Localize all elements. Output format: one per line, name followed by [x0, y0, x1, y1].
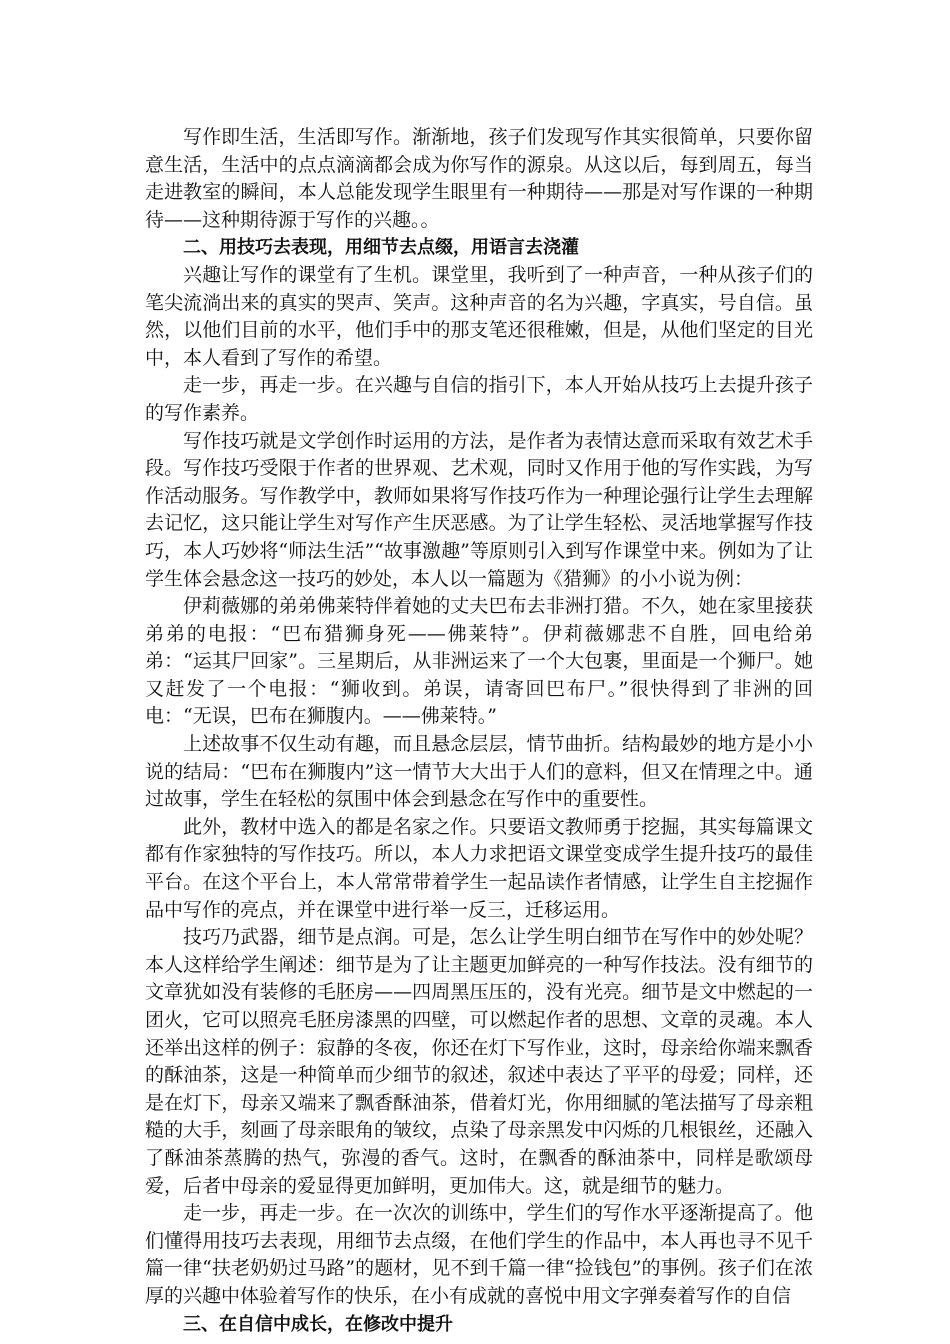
document-body — [145, 124, 813, 1338]
section-heading: 二、用技巧去表现，用细节去点缀，用语言去浇灌 — [183, 237, 579, 259]
paragraph: 上述故事不仅生动有趣，而且悬念层层，情节曲折。结构最妙的地方是小小说的结局：“巴布在狮腹内”这一情节大大出于人们的意料，但又在情理之中。通过故事，学生在轻松的氛围中体会到悬念在写作中的重要性。 — [145, 733, 813, 811]
paragraph: 写作即生活，生活即写作。渐渐地，孩子们发现写作其实很简单，只要你留意生活，生活中的点点滴滴都会成为你写作的源泉。从这以后，每到周五，每当走进教室的瞬间，本人总能发现学生眼里有一种期待——那是对写作课的一种期待——这种期待源于写作的兴趣。。 — [145, 126, 813, 231]
paragraph: 技巧乃武器，细节是点润。可是，怎么让学生明白细节在写作中的妙处呢？本人这样给学生阐述：细节是为了让主题更加鲜亮的一种写作技法。没有细节的文章犹如没有装修的毛胚房——四周黑压压的，没有光亮。细节是文中燃起的一团火，它可以照亮毛胚房漆黑的四壁，可以燃起作者的思想、文章的灵魂。本人还举出这样的例子：寂静的冬夜，你还在灯下写作业，这时，母亲给你端来飘香的酥油茶，这是一种简单而少细节的叙述，叙述中表达了平平的母爱；同样，还是在灯下，母亲又端来了飘香酥油茶，借着灯光，你用细腻的笔法描写了母亲粗糙的大手，刻画了母亲眼角的皱纹，点染了母亲黑发中闪烁的几根银丝，还融入了酥油茶蒸腾的热气，弥漫的香气。这时，在飘香的酥油茶中，同样是歌颂母爱，后者中母亲的爱显得更加鲜明，更加伟大。这，就是细节的魅力。 — [145, 926, 813, 1197]
paragraph: 写作技巧就是文学创作时运用的方法，是作者为表情达意而采取有效艺术手段。写作技巧受限于作者的世界观、艺术观，同时又作用于他的写作实践，为写作活动服务。写作教学中，教师如果将写作技巧作为一种理论强行让学生去理解去记忆，这只能让学生对写作产生厌恶感。为了让学生轻松、灵活地掌握写作技巧，本人巧妙将“师法生活”“故事激趣”等原则引入到写作课堂中来。例如为了让学生体会悬念这一技巧的妙处，本人以一篇题为《猎狮》的小小说为例： — [145, 429, 813, 590]
paragraph: 走一步，再走一步。在兴趣与自信的指引下，本人开始从技巧上去提升孩子的写作素养。 — [145, 374, 813, 424]
story-paragraph: 伊莉薇娜的弟弟佛莱特伴着她的丈夫巴布去非洲打猎。不久，她在家里接获弟弟的电报：“巴布猎狮身死——佛莱特”。伊莉薇娜悲不自胜，回电给弟弟：“运其尸回家”。三星期后，从非洲运来了一个大包裹，里面是一个狮尸。她又赶发了一个电报：“狮收到。弟误，请寄回巴布尸。”很快得到了非洲的回电：“无误，巴布在狮腹内。——佛莱特。” — [145, 595, 813, 728]
section-heading: 三、在自信中成长，在修改中提升 — [183, 1313, 453, 1335]
paragraph: 走一步，再走一步。在一次次的训练中，学生们的写作水平逐渐提高了。他们懂得用技巧去表现，用细节去点缀，在他们学生的作品中，本人再也寻不见千篇一律“扶老奶奶过马路”的题材，见不到千篇一律“捡钱包”的事例。孩子们在浓厚的兴趣中体验着写作的快乐，在小有成就的喜悦中用文字弹奏着写作的自信 — [145, 1202, 813, 1307]
paragraph: 兴趣让写作的课堂有了生机。课堂里，我听到了一种声音，一种从孩子们的笔尖流淌出来的真实的哭声、笑声。这种声音的名为兴趣，字真实，号自信。虽然，以他们目前的水平，他们手中的那支笔还很稚嫩，但是，从他们坚定的目光中，本人看到了写作的希望。 — [145, 263, 813, 369]
paragraph: 此外，教材中选入的都是名家之作。只要语文教师勇于挖掘，其实每篇课文都有作家独特的写作技巧。所以，本人力求把语文课堂变成学生提升技巧的最佳平台。在这个平台上，本人常常带着学生一起品读作者情感，让学生自主挖掘作品中写作的亮点，并在课堂中进行举一反三，迁移运用。 — [145, 815, 813, 921]
